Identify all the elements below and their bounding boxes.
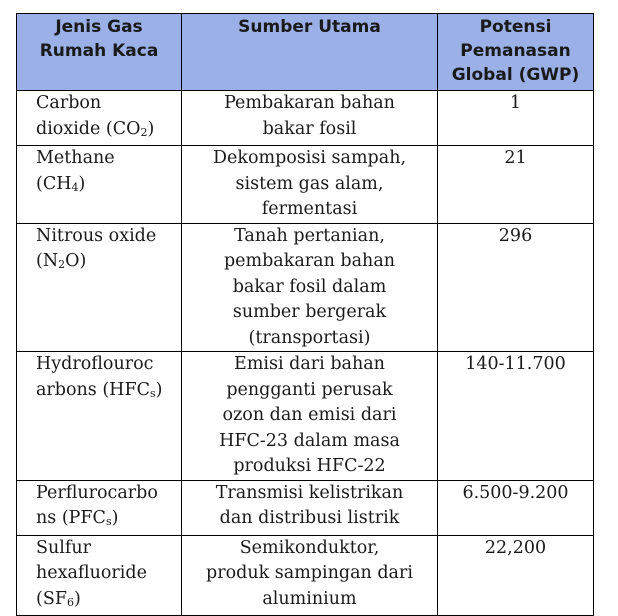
header-text-line: Rumah Kaca — [39, 41, 159, 61]
main-source-line: Tanah pertanian, — [234, 225, 385, 246]
gas-name-cell — [17, 480, 182, 535]
formula-subscript: s — [149, 386, 156, 400]
greenhouse-gas-table — [16, 13, 594, 616]
gas-name-text: hexafluoride — [36, 563, 147, 583]
main-source-line: bakar fosil — [262, 118, 357, 139]
gas-name-line — [36, 117, 177, 146]
gwp-value: 6.500-9.200 — [462, 482, 569, 503]
main-source-cell — [182, 91, 438, 146]
gas-name-line — [36, 91, 177, 117]
formula-subscript: 6 — [66, 595, 74, 609]
main-source-cell — [182, 223, 438, 352]
main-source-cell — [182, 146, 438, 224]
gwp-value: 296 — [498, 225, 533, 246]
main-source-line: sistem gas alam, — [235, 173, 384, 194]
gas-name-cell — [17, 146, 182, 224]
gas-name-line — [36, 561, 177, 587]
gwp-cell — [438, 146, 594, 224]
gas-name-text: Carbon — [36, 93, 102, 113]
table-wrapper — [16, 13, 594, 616]
gas-name-suffix: ) — [147, 118, 155, 139]
main-source-line: pengganti perusak — [226, 379, 393, 400]
gwp-cell — [438, 223, 594, 352]
table-row — [17, 91, 594, 146]
table-row — [17, 480, 594, 535]
gwp-value: 22,200 — [484, 537, 547, 558]
formula-subscript: s — [105, 515, 112, 528]
main-source-line: Emisi dari bahan — [234, 354, 385, 374]
main-source-line: Transmisi kelistrikan — [215, 482, 404, 503]
gas-name-line — [36, 146, 177, 172]
gas-name-line — [36, 587, 177, 616]
main-source-line: ozon dan emisi dari — [222, 405, 397, 425]
gas-name-line — [36, 536, 177, 562]
table-row — [17, 352, 594, 481]
formula-subscript: 2 — [140, 125, 148, 139]
gas-name-line — [36, 249, 177, 278]
main-source-line: fermentasi — [261, 199, 358, 219]
gas-name-cell — [17, 91, 182, 146]
main-source-line: sumber bergerak — [232, 302, 387, 322]
table-row — [17, 223, 594, 352]
gwp-cell — [438, 535, 594, 616]
main-source-line: aluminium — [262, 588, 357, 609]
gas-name-line — [36, 481, 177, 507]
header-text-line: Pemanasan — [460, 41, 571, 61]
gas-name-line — [36, 224, 177, 250]
header-text-line: Potensi — [479, 17, 552, 37]
gas-name-text: (CH — [36, 173, 72, 194]
gas-name-suffix: O) — [65, 251, 87, 271]
gas-name-text: ns (PFC — [36, 508, 106, 528]
header-text-line: Jenis Gas — [55, 17, 143, 37]
gas-name-text: arbons (HFC — [36, 379, 150, 400]
gas-name-text: Perflurocarbo — [36, 482, 158, 503]
gas-name-text: (N — [36, 251, 59, 271]
header-main-source — [182, 14, 438, 91]
main-source-line: Dekomposisi sampah, — [212, 148, 407, 168]
gas-name-suffix: ) — [155, 379, 163, 400]
header-row — [17, 14, 594, 91]
gwp-value: 1 — [509, 93, 522, 113]
gas-name-cell — [17, 535, 182, 616]
table-body — [17, 91, 594, 616]
gas-name-text: Nitrous oxide — [36, 225, 157, 246]
gas-name-cell — [17, 352, 182, 481]
gas-name-text: Sulfur — [36, 537, 91, 558]
table-row — [17, 146, 594, 224]
main-source-line: HFC-23 dalam masa — [219, 430, 400, 451]
gas-name-line — [36, 506, 177, 535]
header-gas-type — [17, 14, 182, 91]
gas-name-cell — [17, 223, 182, 352]
gwp-cell — [438, 352, 594, 481]
gas-name-line — [36, 378, 177, 407]
formula-subscript: 2 — [58, 258, 66, 271]
gas-name-text: Methane — [36, 148, 115, 168]
main-source-line: produk sampingan dari — [206, 563, 413, 583]
header-text-line: Sumber Utama — [238, 17, 381, 37]
gas-name-line — [36, 172, 177, 201]
gas-name-text: (SF — [36, 588, 67, 609]
main-source-line: produksi HFC-22 — [233, 456, 386, 476]
gas-name-suffix: ) — [78, 173, 86, 194]
main-source-line: pembakaran bahan — [223, 251, 396, 271]
gas-name-suffix: ) — [73, 588, 81, 609]
header-gwp — [438, 14, 594, 91]
formula-subscript: 4 — [71, 180, 79, 194]
gas-name-text: Hydroflouroc — [36, 354, 154, 374]
main-source-line: dan distribusi listrik — [219, 508, 400, 528]
gwp-cell — [438, 480, 594, 535]
table-row — [17, 535, 594, 616]
main-source-cell — [182, 480, 438, 535]
gas-name-text: dioxide (CO — [36, 118, 141, 139]
main-source-line: Semikonduktor, — [239, 537, 380, 558]
gwp-value: 21 — [504, 148, 527, 168]
gwp-cell — [438, 91, 594, 146]
gas-name-line — [36, 352, 177, 378]
main-source-cell — [182, 352, 438, 481]
main-source-cell — [182, 535, 438, 616]
main-source-line: (transportasi) — [248, 327, 371, 348]
main-source-line: bakar fosil dalam — [232, 276, 387, 297]
main-source-line: Pembakaran bahan — [224, 93, 395, 113]
header-text-line: Global (GWP) — [451, 65, 580, 85]
gwp-value: 140-11.700 — [465, 354, 566, 374]
gas-name-suffix: ) — [111, 508, 119, 528]
